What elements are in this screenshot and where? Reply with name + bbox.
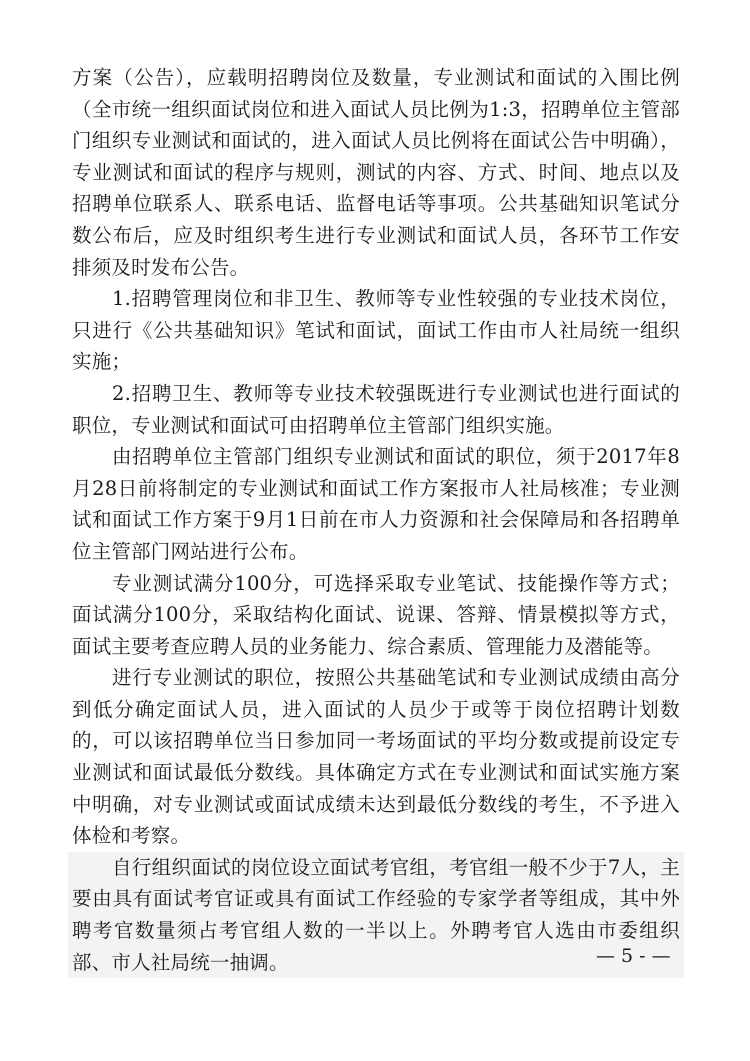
paragraph-scoring: 专业测试满分100分，可选择采取专业笔试、技能操作等方式；面试满分100分，采取结构化面试、说课、答辩、情景模拟等方式，面试主要考查应聘人员的业务能力、综合素质、管理能力及潜能等。 (72, 571, 680, 658)
paragraph-examiner-panel: 自行组织面试的岗位设立面试考官组，考官组一般不少于7人，主要由具有面试考官证或具有面试工作经验的专家学者等组成，其中外聘考官数量须占考官组人数的一半以上。外聘考官人选由市委组织部、市人社局统一抽调。 (68, 852, 684, 978)
document-body (72, 62, 680, 978)
paragraph-continuation: 方案（公告），应载明招聘岗位及数量，专业测试和面试的入围比例（全市统一组织面试岗位和进入面试人员比例为1:3，招聘单位主管部门组织专业测试和面试的，进入面试人员比例将在面试公告中明确），专业测试和面试的程序与规则，测试的内容、方式、时间、地点以及招聘单位联系人、联系电话、监督电话等事项。公共基础知识笔试分数公布后，应及时组织考生进行专业测试和面试人员，各环节工作安排须及时发布公告。 (72, 66, 680, 279)
paragraph-scheme-approval: 由招聘单位主管部门组织专业测试和面试的职位，须于2017年8月28日前将制定的专业测试和面试工作方案报市人社局核准；专业测试和面试工作方案于9月1日前在市人力资源和社会保障局和各招聘单位主管部门网站进行公布。 (72, 445, 680, 563)
paragraph-item-1: 1.招聘管理岗位和非卫生、教师等专业性较强的专业技术岗位，只进行《公共基础知识》笔试和面试，面试工作由市人社局统一组织实施； (72, 287, 680, 374)
paragraph-interview-selection: 进行专业测试的职位，按照公共基础笔试和专业测试成绩由高分到低分确定面试人员，进入面试的人员少于或等于岗位招聘计划数的，可以该招聘单位当日参加同一考场面试的平均分数或提前设定专业测试和面试最低分数线。具体确定方式在专业测试和面试实施方案中明确，对专业测试或面试成绩未达到最低分数线的考生，不予进入体检和考察。 (72, 666, 680, 848)
paragraph-item-2: 2.招聘卫生、教师等专业技术较强既进行专业测试也进行面试的职位，专业测试和面试可由招聘单位主管部门组织实施。 (72, 381, 680, 437)
page-number: — 5 - — (596, 945, 671, 967)
